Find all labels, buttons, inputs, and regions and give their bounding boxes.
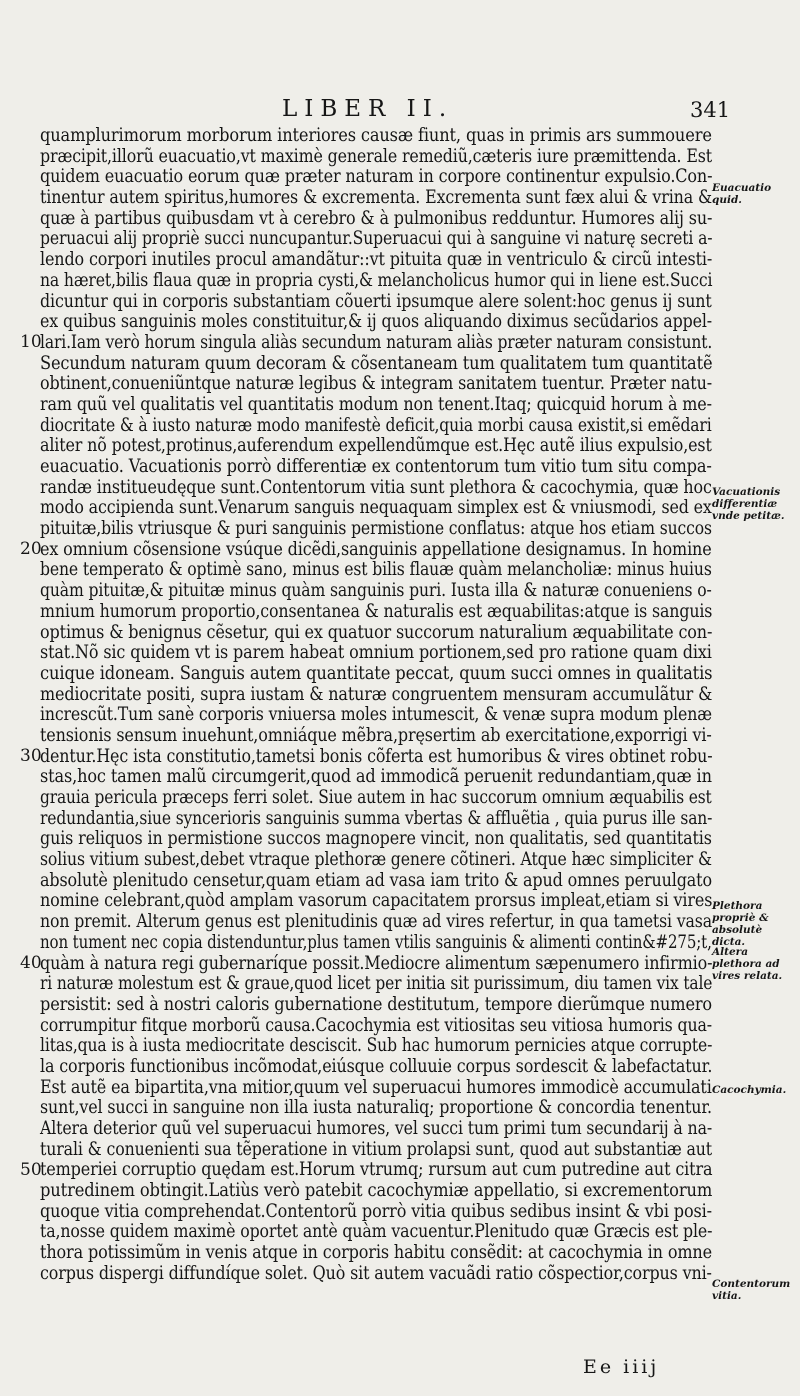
text-line: ta,nosse quidem maximè oportet antè quàm vacuentur.Plenitudo quæ Græcis est ple- [40,1221,713,1243]
text-line: Est autẽ ea bipartita,vna mitior,quum vel superuacui humores immodicè accumulati [40,1076,712,1098]
text-line: tinentur autem spiritus,humores & excrementa. Excrementa sunt fæx alui & vrina & [40,187,712,209]
text-line: quàm à natura regi gubernaríque possit.Mediocre alimentum sæpenumero infirmio- [40,952,713,974]
margin-note: Vacuationis differentiæ vnde petitæ. [712,486,785,522]
text-line: guis reliquos in permistione succos magnopere vincit, non qualitatis, sed quantitatis [40,828,712,850]
text-line: Secundum naturam quum decoram & cõsentaneam tum qualitatem tum quantitatẽ [40,352,713,374]
text-line: non tument nec copia distenduntur,plus tamen vtilis sanguinis & alimenti contin&#275;t, [40,931,712,953]
text-line: præcipit,illorũ euacuatio,vt maximè generale remediũ,cæteris iure præmittenda. Est [40,145,713,167]
text-line: ri naturæ molestum est & graue,quod licet per initia sit purissimum, diu tamen vix tale [40,973,713,995]
text-line: litas,qua is à iusta mediocritate desciscit. Sub hac humorum pernicies atque corrupte- [40,1035,713,1057]
text-line: putredinem obtingit.Latiùs verò patebit cacochymiæ appellatio, si excrementorum [40,1180,713,1202]
text-line: pituitæ,bilis vtriusque & puri sanguinis permistione conflatus: atque hos etiam succos [40,518,712,540]
text-line: grauia pericula præceps ferri solet. Siue autem in hac succorum omnium æquabilis est [40,787,712,808]
text-line: dicuntur qui in corporis substantiam cõuerti ipsumque alere solent:hoc genus ij sunt [40,290,712,312]
text-line: corrumpitur fitque morborũ causa.Cacochymia est vitiositas seu vitiosa humoris qua- [40,1014,712,1036]
page-number: 341 [690,98,731,122]
running-head: LIBER II. [282,96,454,122]
line-number: 10 [20,332,42,352]
text-line: redundantia,siue syncerioris sanguinis summa vbertas & affluẽtia , quia purus ille san- [40,807,713,829]
text-line: ram quũ vel qualitatis vel quantitatis modum non tenent.Itaq; quicquid horum à me- [40,393,712,415]
text-line: randæ institueudęque sunt.Contentorum vitia sunt plethora & cacochymia, quæ hoc [40,476,712,498]
line-number: 30 [20,746,42,766]
text-line: quoque vitia comprehendat.Contentorũ porrò vitia quibus sedibus insint & vbi posi- [40,1200,712,1222]
text-line: turali & conuenienti sua tẽperatione in vitium prolapsi sunt, quod aut substantiæ aut [40,1138,713,1160]
text-line: absolutè plenitudo censetur,quam etiam ad vasa iam trito & apud omnes peruulgato [40,869,712,891]
text-line: quidem euacuatio eorum quæ præter naturam in corpore continentur expulsio.Con- [40,166,713,188]
line-number: 50 [20,1160,42,1180]
text-line: peruacui alij propriè succi nuncupantur.Superuacui qui à sanguine vi naturę secreti a- [40,228,713,250]
text-line: cuique idoneam. Sanguis autem quantitate peccat, quum succi omnes in qualitatis [40,662,713,684]
text-line: stat.Nõ sic quidem vt is parem habeat omnium portionem,sed pro ratione quam dixi [40,642,712,664]
text-line: non premit. Alterum genus est plenitudinis quæ ad vires refertur, in qua tametsi vasa [40,911,712,933]
text-line: diocritate & à iusto naturæ modo manifestè deficit,quia morbi causa existit,si emẽdari [40,414,712,436]
margin-note: Plethora propriè & absolutè dicta. [712,900,769,948]
text-line: sunt,vel succi in sanguine non illa iusta naturaliq; proportione & concordia tenentur. [40,1097,712,1119]
text-line: quæ à partibus quibusdam vt à cerebro & à pulmonibus redduntur. Humores alij su- [40,207,713,229]
margin-note: Contentorum vitia. [712,1278,791,1302]
text-line: quàm pituitæ,& pituitæ minus quàm sanguinis puri. Iusta illa & naturæ conueniens o- [40,580,712,602]
text-line: bene temperato & optimè sano, minus est bilis flauæ quàm melancholiæ: minus huius [40,559,712,581]
text-line: nomine celebrant,quòd amplam vasorum capacitatem prorsus impleat,etiam si vires [40,890,713,912]
text-line: la corporis functionibus incõmodat,eiúsque colluuie corpus sordescit & labefactatur. [40,1055,713,1077]
text-line: ex omnium cõsensione vsúque dicẽdi,sanguinis appellatione designamus. In homine [40,538,712,560]
text-line: aliter nõ potest,protinus,auferendum expellendũmque est.Hęc autẽ ilius expulsio,est [40,435,712,457]
text-line: quamplurimorum morborum interiores causæ fiunt, quas in primis ars summouere [40,125,712,146]
text-line: increscũt.Tum sanè corporis vniuersa moles intumescit, & venæ supra modum plenæ [40,704,712,726]
line-number: 20 [20,539,42,559]
text-line: lari.Iam verò horum singula aliàs secundum naturam aliàs præter naturam consistunt. [40,331,713,353]
text-line: temperiei corruptio quędam est.Horum vtrumq; rursum aut cum putredine aut citra [40,1159,713,1181]
text-line: mediocritate positi, supra iustam & naturæ congruentem mensuram accumulãtur & [40,683,713,705]
text-line: persistit: sed à nostri caloris gubernatione destitutum, tempore dierũmque numero [40,993,713,1015]
line-number: 40 [20,953,42,973]
text-line: dentur.Hęc ista constitutio,tametsi bonis cõferta est humoribus & vires obtinet robu- [40,745,713,767]
text-line: stas,hoc tamen malũ circumgerit,quod ad immodicã peruenit redundantiam,quæ in [40,766,712,788]
margin-note: Euacuatio quid. [712,182,772,206]
text-line: modo accipienda sunt.Venarum sanguis nequaquam simplex est & vniusmodi, sed ex [40,497,712,519]
text-line: na hæret,bilis flaua quæ in propria cysti,& melancholicus humor qui in liene est.Succi [40,269,713,291]
text-line: mnium humorum proportio,consentanea & naturalis est æquabilitas:atque is sanguis [40,600,713,622]
text-line: corpus dispergi diffundíque solet. Quò sit autem vacuãdi ratio cõspectior,corpus vni- [40,1262,712,1284]
text-line: ex quibus sanguinis moles constituitur,& ij quos aliquando diximus secũdarios appel- [40,311,713,333]
text-line: solius vitium subest,debet vtraque plethoræ genere cõtineri. Atque hæc simpliciter & [40,849,712,871]
text-line: lendo corpori inutiles procul amandãtur::vt pituita quæ in ventriculo & circũ intesti- [40,249,713,271]
page-header [0,96,800,126]
margin-note: Cacochymia. [712,1084,787,1096]
text-line: euacuatio. Vacuationis porrò differentiæ ex contentorum tum vitio tum situ compa- [40,456,712,477]
text-line: Altera deterior quũ vel superuacui humores, vel succi tum primi tum secundarij à na- [40,1118,713,1139]
body-text [40,126,712,1285]
text-line: optimus & benignus cẽsetur, qui ex quatuor succorum naturalium æquabilitate con- [40,621,713,643]
text-line: thora potissimũm in venis atque in corporis habitu consẽdit: at cacochymia in omne [40,1242,712,1264]
text-line: obtinent,conueniũntque naturæ legibus & integram sanitatem tuentur. Præter natu- [40,373,712,395]
margin-note: Altera plethora ad vires relata. [712,946,783,982]
signature-mark: Ee iiij [583,1356,660,1378]
text-line: tensionis sensum inuehunt,omniáque mẽbra,pręsertim ab exercitatione,exporrigi vi- [40,724,712,746]
